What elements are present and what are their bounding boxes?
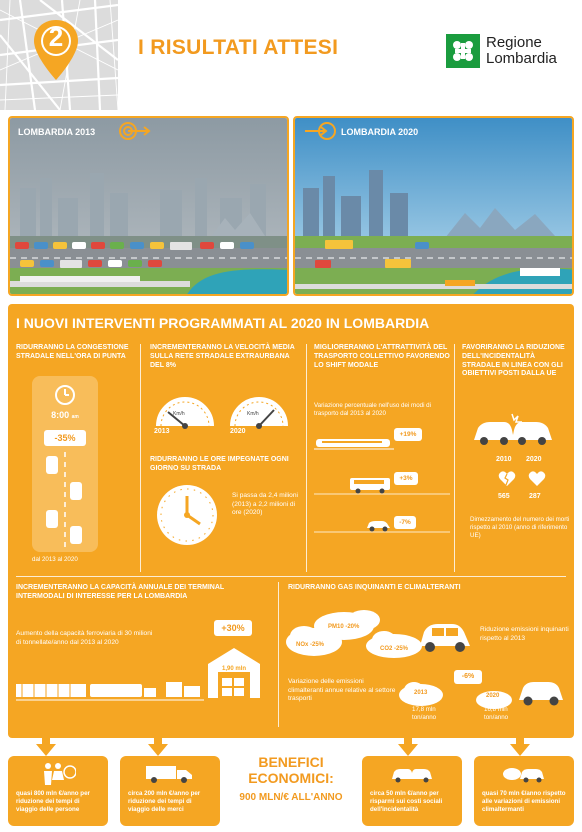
panel-lombardia-2013 (8, 116, 289, 296)
freight-train-icon (16, 680, 204, 702)
header (0, 0, 582, 110)
road-graphic (32, 376, 98, 552)
page-title: I RISULTATI ATTESI (138, 36, 339, 59)
benefit-box-people-time (8, 756, 108, 826)
benefit-box-accidents (362, 756, 462, 826)
col1-caption: dal 2013 al 2020 (32, 556, 78, 563)
emissions-variation-text: Variazione delle emissioni climalteranti annue relative al settore trasporti (288, 678, 396, 703)
arrow-down-icon (36, 730, 56, 756)
time-suffix: am (71, 414, 79, 420)
city-scene-2020 (295, 118, 574, 296)
benefits-title-line1: BENEFICI (258, 754, 324, 770)
clock-icon (154, 482, 220, 548)
col4-val-2020: 287 (529, 493, 541, 500)
benefit-box-goods-time (120, 756, 220, 826)
car-icon (516, 676, 566, 708)
main-title: I NUOVI INTERVENTI PROGRAMMATI AL 2020 IN LOMBARDIA (16, 315, 430, 331)
col2-subtitle: RIDURRANNO LE ORE IMPEGNATE OGNI GIORNO SU STRADA (150, 456, 289, 472)
emissions-reduction-text: Riduzione emissioni inquinanti rispetto al 2013 (480, 626, 569, 642)
gauge2-unit: Km/h (247, 411, 259, 417)
col3-text: Variazione percentuale nell'uso dei modi di trasporto dal 2013 al 2020 (314, 402, 431, 418)
warehouse-icon (204, 644, 264, 700)
train-icon (314, 436, 394, 450)
col4-year-2020: 2020 (526, 456, 542, 463)
car-crash-icon (470, 412, 556, 448)
pollution-clouds-graphic (284, 600, 434, 664)
people-icon (40, 762, 76, 786)
main-section (8, 304, 574, 738)
cloud-co2: CO2 -25% (380, 646, 409, 652)
time-value: 8:00 (51, 410, 70, 420)
col1-title: RIDURRANNO LA CONGESTIONE STRADALE NELL'ORA DI PUNTA (16, 344, 129, 360)
target-arrow-icon (118, 122, 152, 140)
gauge1-unit: Km/h (173, 411, 185, 417)
benefits-title-line3: 900 MLN/€ ALL'ANNO (239, 792, 343, 804)
col2-subtext: Si passa da 2,4 milioni (2013) a 2,2 milioni di ore (2020) (232, 492, 298, 517)
logo-text-line1: Regione (486, 34, 542, 51)
panel-label-2020: LOMBARDIA 2020 (341, 127, 419, 137)
benefit-people-text: quasi 800 mln €/anno per riduzione dei tempi di viaggio delle persone (16, 790, 90, 814)
panel-label-2013: LOMBARDIA 2013 (18, 127, 96, 137)
panel-lombardia-2020 (293, 116, 574, 296)
city-scene-2013 (10, 118, 289, 296)
emission-year-2020: 2020 (486, 693, 500, 699)
col4-val-2010: 565 (498, 493, 510, 500)
bottom-right-title: RIDURRANNO GAS INQUINANTI E CLIMALTERANTI (288, 584, 461, 591)
truck-icon (146, 764, 194, 784)
col4-year-2010: 2010 (496, 456, 512, 463)
congestion-pct-badge: -35% (44, 430, 86, 446)
gauge-year-2020: 2020 (230, 428, 246, 435)
bottom-left-title: INCREMENTERANNO LA CAPACITÀ ANNUALE DEI TERMINAL INTERMODALI DI INTERESSE PER LA LOMBARDIA (16, 584, 225, 600)
col3-title: MIGLIORERANNO L'ATTRATTIVITÀ DEL TRASPORTO COLLETTIVO FAVORENDO LO SHIFT MODALE (314, 344, 450, 369)
bus-pct-badge: +3% (394, 472, 418, 485)
benefit-emissions-text: quasi 70 mln €/anno rispetto alle variazioni di emissioni climaltermanti (482, 790, 566, 814)
logo-text-line2: Lombardia (486, 50, 557, 67)
broken-heart-icon (498, 470, 516, 487)
capacity-label: 1,90 mln (222, 666, 247, 672)
clock-icon (54, 384, 76, 406)
regione-lombardia-logo-icon (446, 34, 480, 68)
car-crash-icon (390, 764, 434, 784)
benefit-accidents-text: circa 50 mln €/anno per risparmi sui costi sociali dell'incidentalità (370, 790, 443, 814)
divider (278, 582, 279, 727)
speedometer-2013-icon (152, 386, 218, 430)
divider (140, 344, 141, 572)
capacity-pct-badge: +30% (214, 620, 252, 636)
divider (454, 344, 455, 572)
arrow-down-icon (510, 730, 530, 756)
emission-val-2020: 16,8 mln ton/anno (484, 706, 509, 722)
emissions-pct-badge: -6% (454, 670, 482, 684)
cloud-pm10: PM10 -20% (328, 624, 360, 630)
gauge-year-2013: 2013 (154, 428, 170, 435)
benefits-title-line2: ECONOMICI: (248, 770, 334, 787)
cloud-nox: NOx -25% (296, 642, 325, 648)
emission-year-2013: 2013 (414, 690, 428, 696)
benefits-center-title (222, 754, 360, 803)
car-pct-badge: -7% (394, 516, 416, 529)
divider (306, 344, 307, 572)
col4-title: FAVORIRANNO LA RIDUZIONE DELL'INCIDENTALITÀ STRADALE IN LINEA CON GLI OBIETTIVI POSTI DALLA UE (462, 344, 565, 378)
arrow-down-icon (148, 730, 168, 756)
time-display (40, 410, 90, 420)
bottom-left-text: Aumento della capacità ferroviaria di 30 milioni di tonnellate/anno dal 2013 al 2020 (16, 630, 153, 646)
train-pct-badge: +19% (394, 428, 422, 441)
cars-on-road-graphic (32, 452, 98, 550)
car-emission-icon (416, 618, 474, 654)
benefit-goods-text: circa 200 mln €/anno per riduzione dei tempi di viaggio delle merci (128, 790, 201, 814)
heart-icon (528, 470, 546, 487)
target-arrow-icon (303, 122, 337, 140)
car-emission-icon (502, 764, 546, 784)
col4-text: Dimezzamento del numero dei morti rispetto al 2010 (anno di riferimento UE) (470, 516, 570, 540)
bar-lines-graphic (314, 450, 450, 534)
arrow-down-icon (398, 730, 418, 756)
divider (16, 576, 566, 577)
col2-title: INCREMENTERANNO LA VELOCITÀ MEDIA SULLA RETE STRADALE EXTRAURBANA DEL 8% (150, 344, 295, 369)
step-number: 2 (48, 22, 64, 52)
emission-val-2013: 17,8 mln ton/anno (412, 706, 437, 722)
speedometer-2020-icon (226, 386, 292, 430)
benefit-box-emissions (474, 756, 574, 826)
